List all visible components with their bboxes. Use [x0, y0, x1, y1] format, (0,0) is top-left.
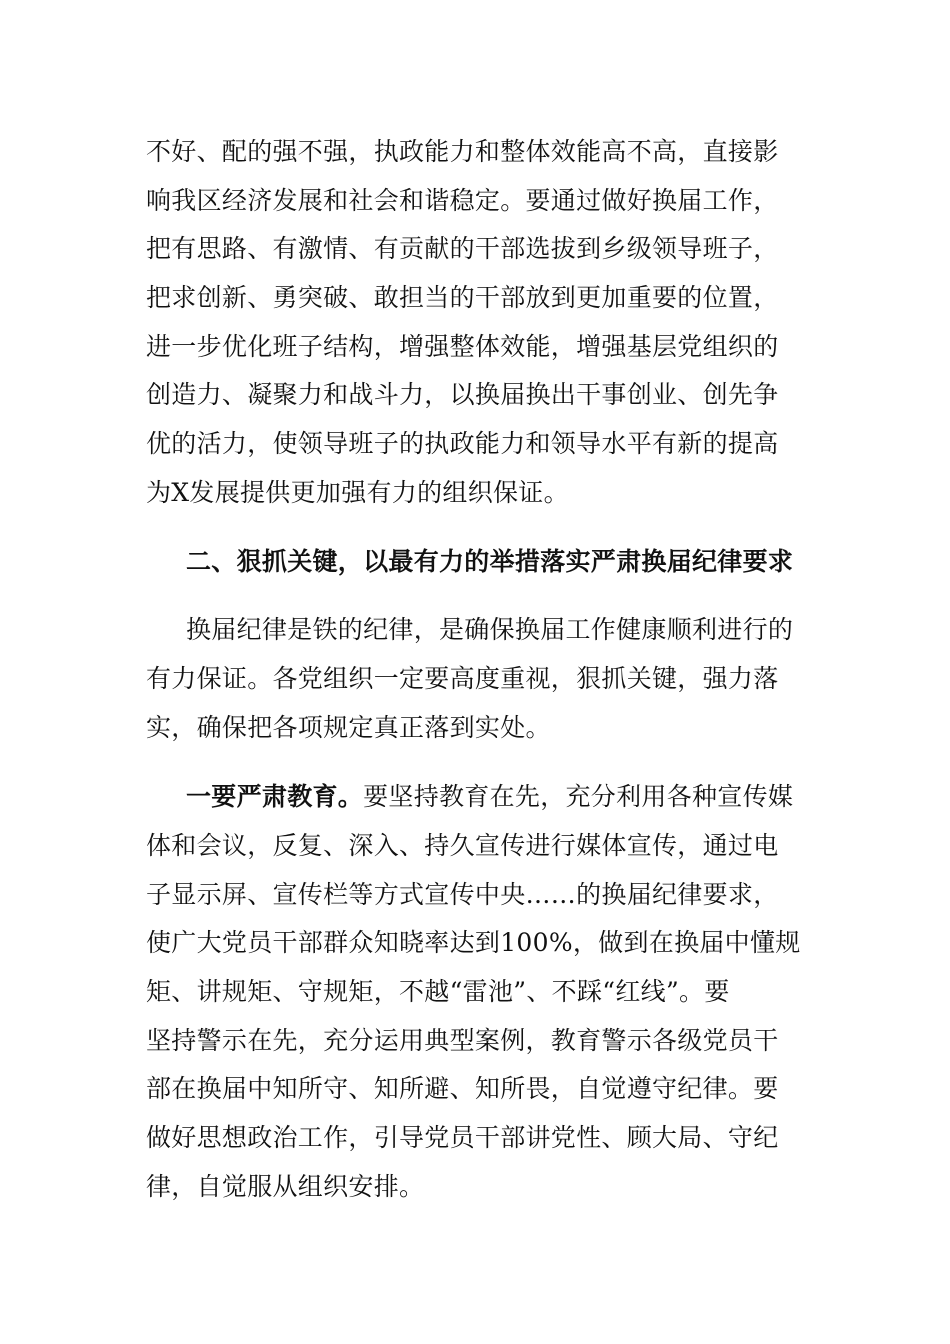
paragraph-line-rest: 要坚持教育在先，充分利用各种宣传媒: [363, 782, 794, 812]
paragraph-line: 坚持警示在先，充分运用典型案例，教育警示各级党员干: [146, 1025, 779, 1055]
paragraph-line: 不好、配的强不强，执政能力和整体效能高不高，直接影: [146, 137, 779, 166]
section-heading: 二、狠抓关键，以最有力的举措落实严肃换届纪律要求: [186, 546, 794, 576]
document-page: [146, 128, 806, 1211]
paragraph-first-line: [146, 773, 806, 822]
paragraph-line: 矩、讲规矩、守规矩，不越“雷池”、不踩“红线”。要: [146, 977, 730, 1006]
paragraph-line: 进一步优化班子结构，增强整体效能，增强基层党组织的: [146, 331, 779, 361]
paragraph-1: [146, 128, 806, 518]
paragraph-line: 子显示屏、宣传栏等方式宣传中央……的换届纪律要求，: [146, 879, 779, 909]
paragraph-line: 创造力、凝聚力和战斗力，以换届换出干事创业、创先争: [146, 380, 779, 410]
paragraph-3: [146, 773, 806, 1211]
paragraph-line: 使广大党员干部群众知晓率达到100%，做到在换届中懂规: [146, 928, 801, 958]
paragraph-line: 体和会议，反复、深入、持久宣传进行媒体宣传，通过电: [146, 830, 779, 860]
paragraph-line: 换届纪律是铁的纪律，是确保换届工作健康顺利进行的: [186, 615, 794, 645]
paragraph-2: [146, 606, 806, 752]
paragraph-line: 把求创新、勇突破、敢担当的干部放到更加重要的位置，: [146, 283, 779, 313]
paragraph-line: 律，自觉服从组织安排。: [146, 1171, 425, 1201]
paragraph-line: 实，确保把各项规定真正落到实处。: [146, 712, 551, 742]
paragraph-line: 把有思路、有激情、有贡献的干部选拔到乡级领导班子，: [146, 234, 779, 264]
paragraph-line: 做好思想政治工作，引导党员干部讲党性、顾大局、守纪: [146, 1123, 779, 1153]
paragraph-line: 优的活力，使领导班子的执政能力和领导水平有新的提高: [146, 429, 779, 459]
paragraph-line: 部在换届中知所守、知所避、知所畏，自觉遵守纪律。要: [146, 1074, 779, 1104]
paragraph-line: 响我区经济发展和社会和谐稳定。要通过做好换届工作，: [146, 185, 779, 215]
lead-bold-phrase: 一要严肃教育。: [186, 782, 364, 812]
paragraph-line: 为X发展提供更加强有力的组织保证。: [146, 477, 569, 507]
paragraph-line: 有力保证。各党组织一定要高度重视，狠抓关键，强力落: [146, 663, 779, 693]
